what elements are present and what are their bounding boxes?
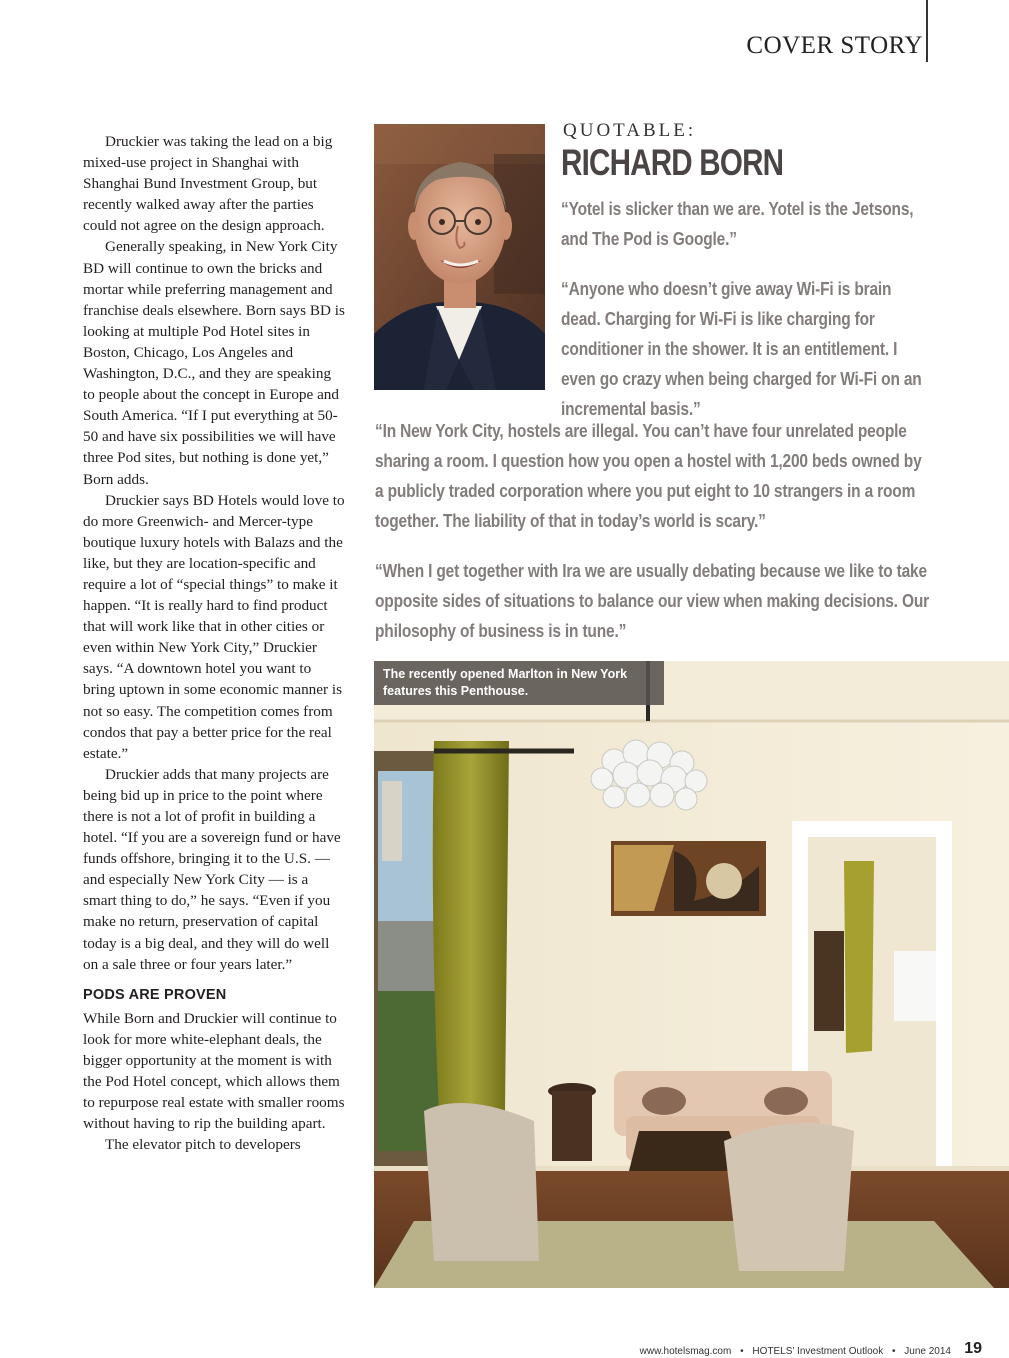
pull-quote: “Yotel is slicker than we are. Yotel is the Jetsons, and The Pod is Google.” — [561, 199, 914, 249]
article-paragraph: Generally speaking, in New York City BD will continue to own the bricks and mortar while preferring management and franchise deals elsewhere. Born says BD is looking at multiple Pod Hotel sites in Boston, Chicago, Los Angeles and Washington, D.C., and they are speaking to people about the concept in Europe and South America. “If I put everything at 50-50 and have six possibilities we will have three Pod sites, but nothing is done yet,” Born adds. — [83, 238, 345, 488]
pull-quote: “In New York City, hostels are illegal. You can’t have four unrelated people sharing a room. I question how you open a hostel with 1,200 beds owned by a publicly traded corporation where you put eight to 10 strangers in a room together. The liability of that in today’s world is scary.” — [375, 421, 922, 531]
footer-credits — [637, 1346, 954, 1357]
portrait-illustration — [374, 124, 545, 390]
portrait-photo — [374, 124, 545, 390]
photo-caption: The recently opened Marlton in New York features this Penthouse. — [374, 661, 664, 705]
pull-quote: “Anyone who doesn’t give away Wi-Fi is brain dead. Charging for Wi-Fi is like charging for conditioner in the shower. It is an entitlement. I even go crazy when being charged for Wi-Fi on an incremental basis.” — [561, 279, 922, 419]
sidebar-name: RICHARD BORN — [561, 142, 784, 183]
article-column — [83, 131, 345, 1156]
footer-separator: • — [740, 1346, 744, 1357]
pull-quote: “When I get together with Ira we are usually debating because we like to take opposite sides of situations to balance our view when making decisions. Our philosophy of business is in tune.” — [375, 561, 929, 641]
article-paragraph: Druckier was taking the lead on a big mixed-use project in Shanghai with Shanghai Bund Investment Group, but recently walked away after the parties could not agree on the design approach. — [83, 133, 333, 235]
article-paragraph: While Born and Druckier will continue to look for more white-elephant deals, the bigger opportunity at the moment is with the Pod Hotel concept, which allows them to repurpose real estate with smaller rooms without having to rip the building apart. — [83, 1009, 345, 1133]
footer-publication: HOTELS’ Investment Outlook — [752, 1346, 884, 1357]
header-rule — [926, 0, 928, 62]
page-number: 19 — [964, 1340, 982, 1357]
article-paragraph: Druckier says BD Hotels would love to do more Greenwich- and Mercer-type boutique luxury hotels with Balazs and the like, but they are location-specific and require a lot of “special things” to make it happen. “It is really hard to find product that will work like that in other cities or even within New York City,” Druckier says. “A downtown hotel you want to bring uptown in some economic manner is not so easy. The competition comes from condos that pay a better price for the real estate.” — [83, 491, 345, 762]
room-illustration — [374, 661, 1009, 1288]
article-paragraph: Druckier adds that many projects are being bid up in price to the point where there is not a lot of profit in building a hotel. “If you are a sovereign fund or have funds offshore, bringing it to the U.S. — and especially New York City — is a smart thing to do,” he says. “Even if you make no return, preservation of capital today is a big deal, and they will do well on a sale three or four years later.” — [83, 765, 341, 973]
sidebar-kicker: QUOTABLE: — [563, 120, 697, 141]
footer-website: www.hotelsmag.com — [639, 1346, 732, 1357]
article-subhead: PODS ARE PROVEN — [83, 986, 227, 1003]
section-label: COVER STORY — [746, 32, 923, 59]
footer-separator: • — [891, 1346, 896, 1357]
room-photo — [374, 661, 1009, 1288]
article-paragraph: The elevator pitch to developers — [105, 1136, 301, 1154]
footer-date: June 2014 — [904, 1346, 951, 1357]
